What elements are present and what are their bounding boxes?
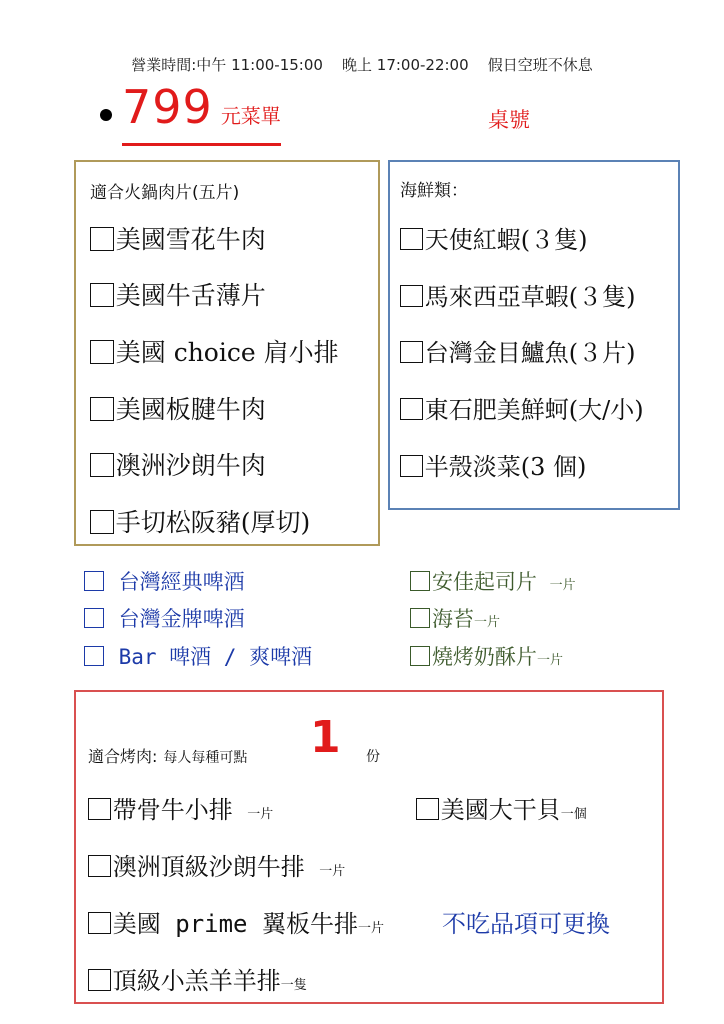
substitution-note: 不吃品項可更換 <box>442 910 610 938</box>
grill-item[interactable]: 美國 prime 翼板牛排一片 <box>88 904 384 939</box>
grill-heading: 適合烤肉: 每人每種可點 <box>88 747 248 766</box>
checkbox-icon[interactable] <box>90 340 114 364</box>
meat-item[interactable]: 手切松阪豬(厚切) <box>90 503 310 539</box>
grill-item[interactable]: 頂級小羔羊羊排一隻 <box>88 961 307 996</box>
menu-title <box>122 82 281 146</box>
grill-item[interactable]: 澳洲頂級沙朗牛排 一片 <box>88 847 345 882</box>
checkbox-icon[interactable] <box>410 608 430 628</box>
checkbox-icon[interactable] <box>416 798 439 821</box>
checkbox-icon[interactable] <box>400 398 423 421</box>
snack-item[interactable]: 燒烤奶酥片一片 <box>410 641 563 671</box>
seafood-item[interactable]: 馬來西亞草蝦(３隻) <box>400 277 636 312</box>
checkbox-icon[interactable] <box>84 646 104 666</box>
meat-item[interactable]: 澳洲沙朗牛肉 <box>90 446 266 482</box>
grill-portion-count: 1 <box>310 712 341 763</box>
meat-item[interactable]: 美國牛舌薄片 <box>90 276 266 312</box>
checkbox-icon[interactable] <box>90 510 114 534</box>
checkbox-icon[interactable] <box>84 608 104 628</box>
menu-title-row <box>96 82 656 142</box>
meat-item[interactable]: 美國板腱牛肉 <box>90 390 266 426</box>
drink-item[interactable]: 台灣經典啤酒 <box>84 566 245 596</box>
meat-item[interactable]: 美國 choice 肩小排 <box>90 333 339 369</box>
bullet-icon <box>100 109 112 121</box>
checkbox-icon[interactable] <box>410 646 430 666</box>
checkbox-icon[interactable] <box>88 912 111 935</box>
checkbox-icon[interactable] <box>88 855 111 878</box>
seafood-item[interactable]: 天使紅蝦(３隻) <box>400 220 588 255</box>
table-number-label: 桌號 <box>488 108 530 132</box>
snack-item[interactable]: 安佳起司片 一片 <box>410 566 576 596</box>
seafood-heading: 海鮮類： <box>400 181 468 201</box>
grill-item[interactable]: 美國大干貝一個 <box>416 790 587 825</box>
menu-price-unit: 元菜單 <box>220 104 281 128</box>
checkbox-icon[interactable] <box>90 453 114 477</box>
snack-item[interactable]: 海苔一片 <box>410 603 500 633</box>
drink-item[interactable]: 台灣金牌啤酒 <box>84 603 245 633</box>
checkbox-icon[interactable] <box>90 397 114 421</box>
checkbox-icon[interactable] <box>84 571 104 591</box>
grill-section <box>74 690 664 1004</box>
checkbox-icon[interactable] <box>400 341 423 364</box>
checkbox-icon[interactable] <box>88 798 111 821</box>
checkbox-icon[interactable] <box>400 455 423 478</box>
business-hours: 營業時間:中午 11:00-15:00 晚上 17:00-22:00 假日空班不休息 <box>131 56 593 74</box>
seafood-item[interactable]: 東石肥美鮮蚵(大/小) <box>400 390 644 425</box>
hotpot-meat-section <box>74 160 380 546</box>
seafood-section <box>388 160 680 510</box>
checkbox-icon[interactable] <box>400 285 423 308</box>
meat-item[interactable]: 美國雪花牛肉 <box>90 220 266 256</box>
checkbox-icon[interactable] <box>88 969 111 992</box>
grill-portion-unit: 份 <box>366 749 380 765</box>
drink-item[interactable]: Bar 啤酒 / 爽啤酒 <box>84 641 312 671</box>
checkbox-icon[interactable] <box>90 227 114 251</box>
seafood-item[interactable]: 半殼淡菜(3 個) <box>400 447 586 482</box>
checkbox-icon[interactable] <box>400 228 423 251</box>
menu-price: 799 <box>122 80 213 134</box>
checkbox-icon[interactable] <box>90 283 114 307</box>
hotpot-meat-heading: 適合火鍋肉片(五片) <box>90 183 240 203</box>
grill-item[interactable]: 帶骨牛小排 一片 <box>88 790 273 825</box>
checkbox-icon[interactable] <box>410 571 430 591</box>
seafood-item[interactable]: 台灣金目鱸魚(３片) <box>400 333 636 368</box>
